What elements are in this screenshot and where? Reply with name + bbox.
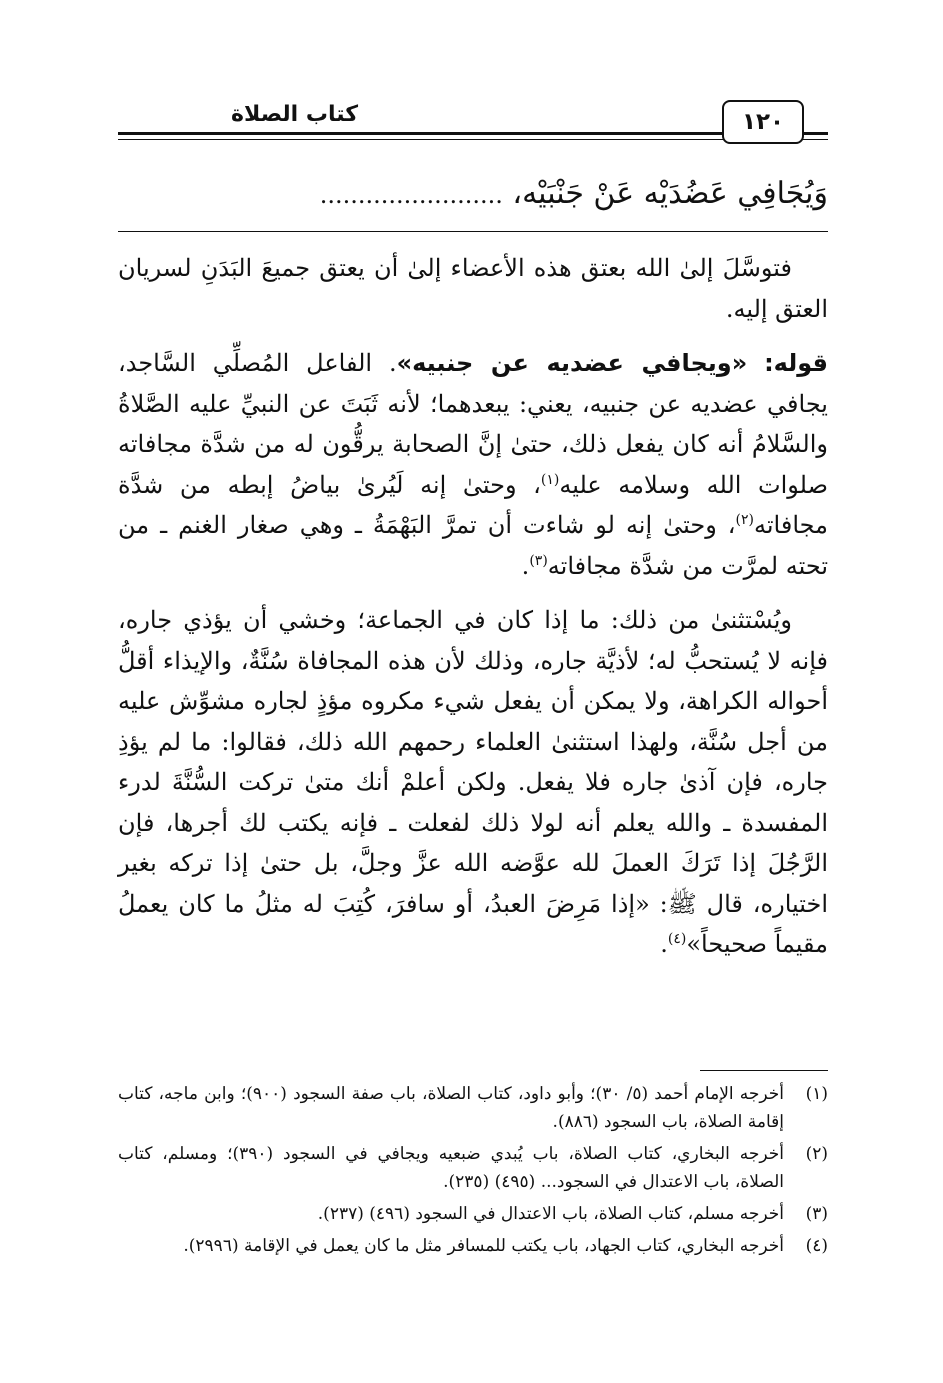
footnote [118,1232,828,1260]
matn-rule [118,231,828,232]
footnote-number: (٢) [805,1144,828,1164]
running-header [118,100,828,150]
paragraph-2-text-b: ، وحتىٰ إنه لَيُرىٰ بياضُ إبطه من شدَّة مجافاته [118,470,828,539]
footnote [118,1140,828,1196]
footnote-text: أخرجه البخاري، كتاب الصلاة، باب يُبدي ضبعيه ويجافي في السجود (٣٩٠)؛ ومسلم، كتاب الصلاة، باب الاعتدال في السجود... (٤٩٥) (٢٣٥). [118,1144,784,1192]
paragraph-2-text-c: ، وحتىٰ إنه لو شاءت أن تمرَّ البَهْمَةُ ـ وهي صغار الغنم ـ من تحته لمرَّت من شدَّة مجافاته [118,511,828,580]
qawl-label: قوله: [764,349,828,377]
footnotes [118,1080,828,1264]
paragraph-3 [118,600,828,965]
footnote-text: أخرجه مسلم، كتاب الصلاة، باب الاعتدال في السجود (٤٩٦) (٢٣٧). [317,1204,784,1224]
commentary-body [118,248,828,965]
footnote-separator [700,1070,828,1071]
footnote-number: (٤) [805,1236,828,1256]
matn-text: وَيُجَافِي عَضُدَيْه عَنْ جَنْبَيْه، [512,176,828,211]
paragraph-3-end: . [660,930,668,958]
footnote-ref-1[interactable]: (١) [540,471,560,488]
paragraph-2 [118,343,828,586]
quoted-phrase: «ويجافي عضديه عن جنبيه» [396,349,748,377]
footnote [118,1080,828,1136]
footnote-number: (١) [805,1084,828,1104]
chapter-title: كتاب الصلاة [231,102,358,127]
paragraph-2-end: . [521,551,530,580]
footnote-number: (٣) [805,1204,828,1224]
footnote-ref-4[interactable]: (٤) [667,931,687,947]
matn-dots: ........................ [319,181,503,209]
page-number: ١٢٠ [722,100,804,144]
matn-line [118,168,828,220]
footnote-ref-3[interactable]: (٣) [529,552,548,569]
footnote [118,1200,828,1228]
footnote-ref-2[interactable]: (٢) [735,512,754,528]
paragraph-2-text-a: . الفاعل المُصلِّي السَّاجد، يجافي عضديه عن جنبيه، يعني: يبعدهما؛ لأنه ثَبَتَ عن النبيِّ عليه الصَّلاةُ والسَّلامُ أنه كان يفعل ذلك، حتىٰ إنَّ الصحابة يرقُّون له من شدَّة مجافاته صلوات الله وسلامه عليه [118,349,828,499]
footnote-text: أخرجه الإمام أحمد (٥/ ٣٠)؛ وأبو داود، كتاب الصلاة، باب صفة السجود (٩٠٠)؛ وابن ماجه، كتاب إقامة الصلاة، باب السجود (٨٨٦). [118,1084,785,1132]
paragraph-1: فتوسَّلَ إلىٰ الله بعتق هذه الأعضاء إلىٰ أن يعتق جميعَ البَدَنِ لسريان العتق إليه. [118,254,828,323]
footnote-text: أخرجه البخاري، كتاب الجهاد، باب يكتب للمسافر مثل ما كان يعمل في الإقامة (٢٩٩٦). [183,1236,784,1256]
header-rule-thin [118,139,828,140]
paragraph-3-text: ويُسْتثنىٰ من ذلك: ما إذا كان في الجماعة؛ وخشي أن يؤذي جاره، فإنه لا يُستحبُّ له؛ لأذيَّة جاره، وذلك لأن هذه المجافاة سُنَّةٌ، والإيذاء أقلُّ أحواله الكراهة، ولا يمكن أن يفعل شيء مكروه مؤذٍ لجاره مشوِّش عليه من أجل سُنَّة، ولهذا استثنىٰ العلماء رحمهم الله ذلك، فقالوا: ما لم يؤذِ جاره، فإن آذىٰ جاره فلا يفعل. ولكن أعلمْ أنك متىٰ تركت السُّنَّةَ لدرء المفسدة ـ والله يعلم أنه لولا ذلك لفعلت ـ فإنه يكتب لك أجرها، فإن الرَّجُلَ إذا تَرَكَ العملَ لله عوَّضه الله عزَّ وجلَّ، بل حتىٰ إذا تركه بغير اختياره، قال ﷺ: «إذا مَرِضَ العبدُ، أو سافرَ، كُتِبَ له مثلُ ما كان يعملُ مقيماً صحيحاً» [118,606,828,958]
